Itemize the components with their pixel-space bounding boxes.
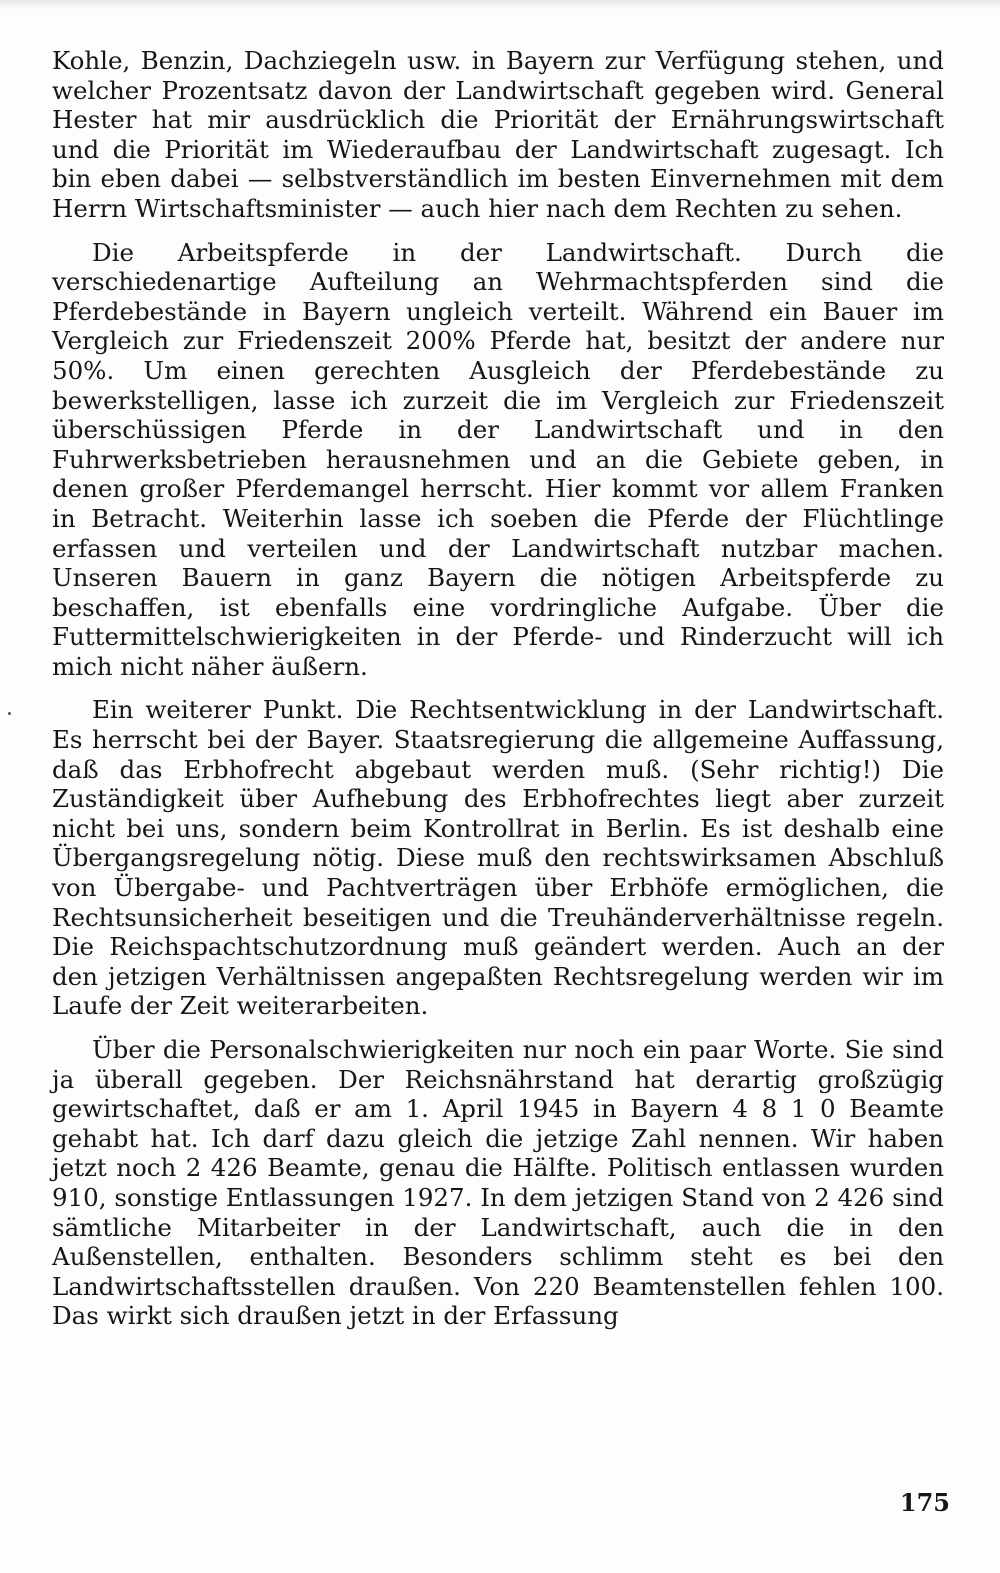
paragraph-4: Über die Personalschwierigkeiten nur noch ein paar Worte. Sie sind ja überall gegeben. Der Reichsnährstand hat derartig großzügig gewirtschaftet, daß er am 1. April 1945 in Bayern 4 8 1 0 Beamte gehabt hat. Ich darf dazu gleich die jetzige Zahl nennen. Wir haben jetzt noch 2 426 Beamte, genau die Hälfte. Politisch entlassen wurden 910, sonstige Entlassungen 1927. In dem jetzigen Stand von 2 426 sind sämtliche Mitarbeiter in der Landwirtschaft, auch die in den Außenstellen, enthalten. Besonders schlimm steht es bei den Landwirtschaftsstellen draußen. Von 220 Beamtenstellen fehlen 100. Das wirkt sich draußen jetzt in der Erfassung [52,1035,944,1331]
margin-speck [8,712,11,715]
page-top-edge [0,0,1000,10]
paragraph-3: Ein weiterer Punkt. Die Rechtsentwicklung in der Landwirtschaft. Es herrscht bei der Bayer. Staatsregierung die allgemeine Auffassung, daß das Erbhofrecht abgebaut werden muß. (Sehr richtig!) Die Zuständigkeit über Aufhebung des Erbhofrechtes liegt aber zurzeit nicht bei uns, sondern beim Kontrollrat in Berlin. Es ist deshalb eine Übergangsregelung nötig. Diese muß den rechtswirksamen Abschluß von Übergabe- und Pachtverträgen über Erbhöfe ermöglichen, die Rechtsunsicherheit beseitigen und die Treuhänderverhältnisse regeln. Die Reichspachtschutzordnung muß geändert werden. Auch an der den jetzigen Verhältnissen angepaßten Rechtsregelung werden wir im Laufe der Zeit weiterarbeiten. [52,695,944,1021]
paragraph-1: Kohle, Benzin, Dachziegeln usw. in Bayern zur Verfügung stehen, und welcher Prozentsatz davon der Landwirtschaft gegeben wird. General Hester hat mir ausdrücklich die Priorität der Ernährungswirtschaft und die Priorität im Wiederaufbau der Landwirtschaft zugesagt. Ich bin eben dabei — selbstverständlich im besten Einvernehmen mit dem Herrn Wirtschaftsminister — auch hier nach dem Rechten zu sehen. [52,46,944,223]
body-text [52,46,944,1345]
paragraph-2: Die Arbeitspferde in der Landwirtschaft. Durch die verschiedenartige Aufteilung an Wehrmachtspferden sind die Pferdebestände in Bayern ungleich verteilt. Während ein Bauer im Vergleich zur Friedenszeit 200% Pferde hat, besitzt der andere nur 50%. Um einen gerechten Ausgleich der Pferdebestände zu bewerkstelligen, lasse ich zurzeit die im Vergleich zur Friedenszeit überschüssigen Pferde in der Landwirtschaft und in den Fuhrwerksbetrieben herausnehmen und an die Gebiete geben, in denen großer Pferdemangel herrscht. Hier kommt vor allem Franken in Betracht. Weiterhin lasse ich soeben die Pferde der Flüchtlinge erfassen und verteilen und der Landwirtschaft nutzbar machen. Unseren Bauern in ganz Bayern die nötigen Arbeitspferde zu beschaffen, ist ebenfalls eine vordringliche Aufgabe. Über die Futtermittelschwierigkeiten in der Pferde- und Rinderzucht will ich mich nicht näher äußern. [52,237,944,681]
page-number: 175 [899,1488,950,1517]
